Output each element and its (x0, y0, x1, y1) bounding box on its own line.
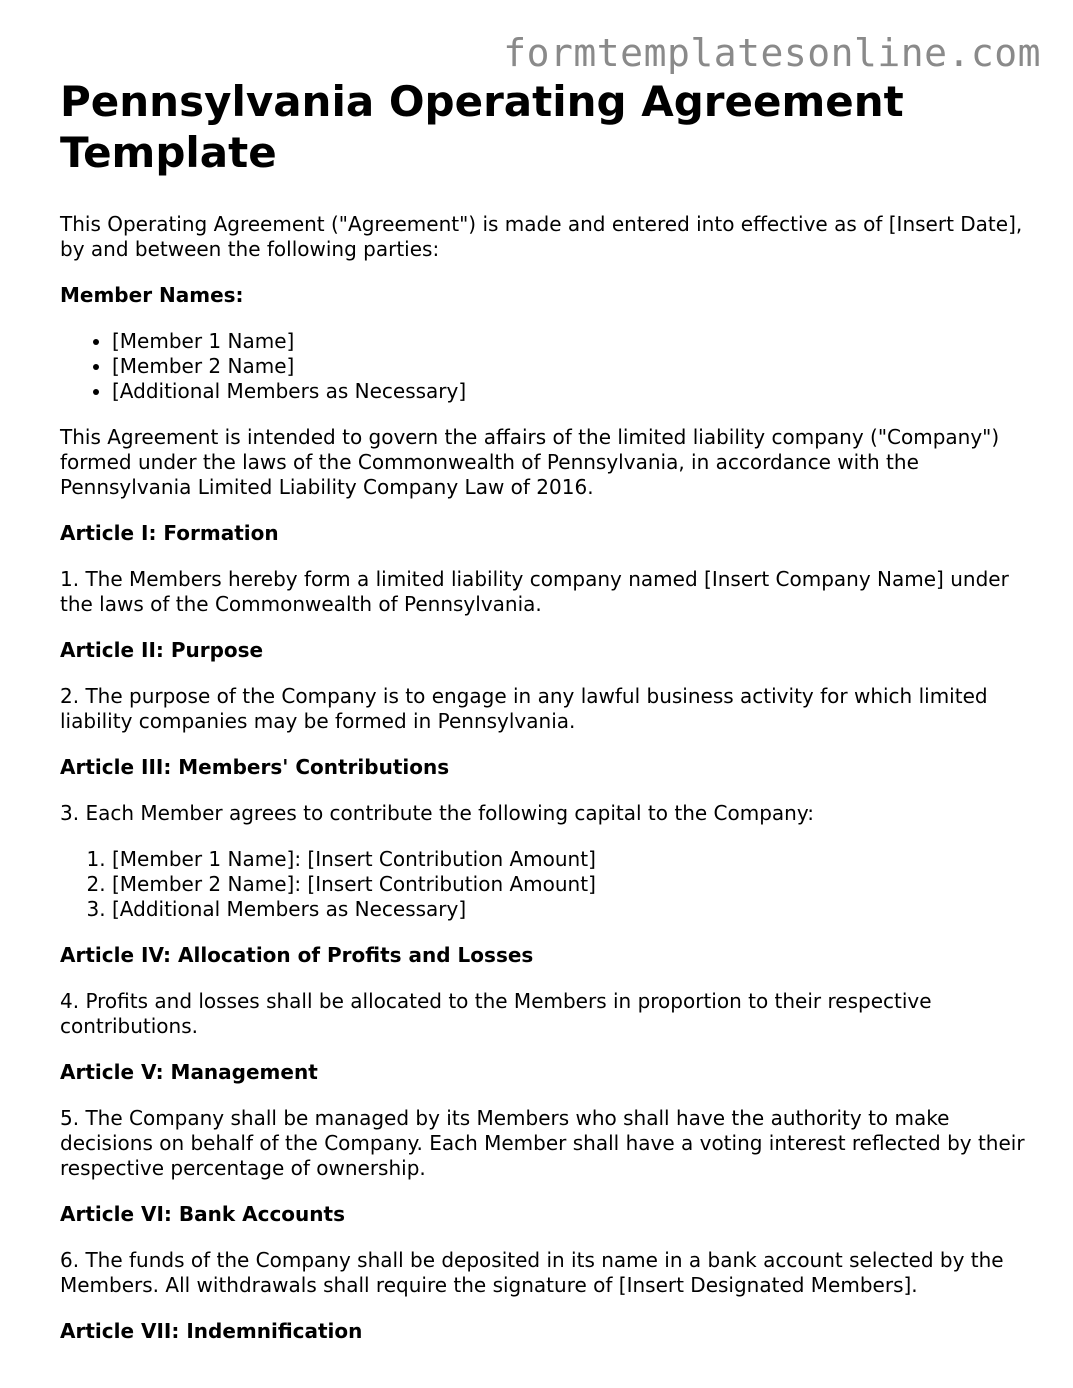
list-item: 2. [Member 2 Name]: [Insert Contribution Amount] (112, 872, 1030, 897)
intro-paragraph: This Operating Agreement ("Agreement") is made and entered into effective as of [Insert Date], by and between the following parties: (60, 212, 1023, 261)
article-text-bank-accounts: 6. The funds of the Company shall be deposited in its name in a bank account selected by the Members. All withdrawals shall require the signature of [Insert Designated Members]. (60, 1248, 1004, 1297)
article-heading-indemnification: Article VII: Indemnification (60, 1319, 363, 1343)
list-item: • [Additional Members as Necessary] (112, 379, 1030, 404)
page-title: Pennsylvania Operating Agreement Template (60, 77, 904, 177)
watermark: formtemplatesonline.com (503, 31, 1041, 75)
article-heading-allocation: Article IV: Allocation of Profits and Losses (60, 943, 534, 967)
article-heading-purpose: Article II: Purpose (60, 638, 264, 662)
member-list (60, 329, 1030, 404)
article-text-purpose: 2. The purpose of the Company is to engage in any lawful business activity for which limited liability companies may be formed in Pennsylvania. (60, 684, 988, 733)
purpose-statement: This Agreement is intended to govern the affairs of the limited liability company ("Company") formed under the laws of the Commonwealth of Pennsylvania, in accordance with the Pennsylvania Limited Liability Company Law of 2016. (60, 425, 1000, 499)
list-item: 1. [Member 1 Name]: [Insert Contribution Amount] (112, 847, 1030, 872)
article-text-management: 5. The Company shall be managed by its Members who shall have the authority to make decisions on behalf of the Company. Each Member shall have a voting interest reflected by their respective percentage of ownership. (60, 1106, 1025, 1180)
article-heading-contributions: Article III: Members' Contributions (60, 755, 450, 779)
article-heading-bank-accounts: Article VI: Bank Accounts (60, 1202, 345, 1226)
article-text-formation: 1. The Members hereby form a limited liability company named [Insert Company Name] under the laws of the Commonwealth of Pennsylvania. (60, 567, 1009, 616)
list-item: • [Member 1 Name] (112, 329, 1030, 354)
list-item: • [Member 2 Name] (112, 354, 1030, 379)
members-heading: Member Names: (60, 283, 244, 307)
article-text-contributions: 3. Each Member agrees to contribute the following capital to the Company: (60, 801, 814, 825)
article-text-allocation: 4. Profits and losses shall be allocated to the Members in proportion to their respective contributions. (60, 989, 932, 1038)
article-heading-formation: Article I: Formation (60, 521, 279, 545)
contribution-list (60, 847, 1030, 922)
list-item: 3. [Additional Members as Necessary] (112, 897, 1030, 922)
document-page (60, 76, 1030, 1344)
article-heading-management: Article V: Management (60, 1060, 318, 1084)
